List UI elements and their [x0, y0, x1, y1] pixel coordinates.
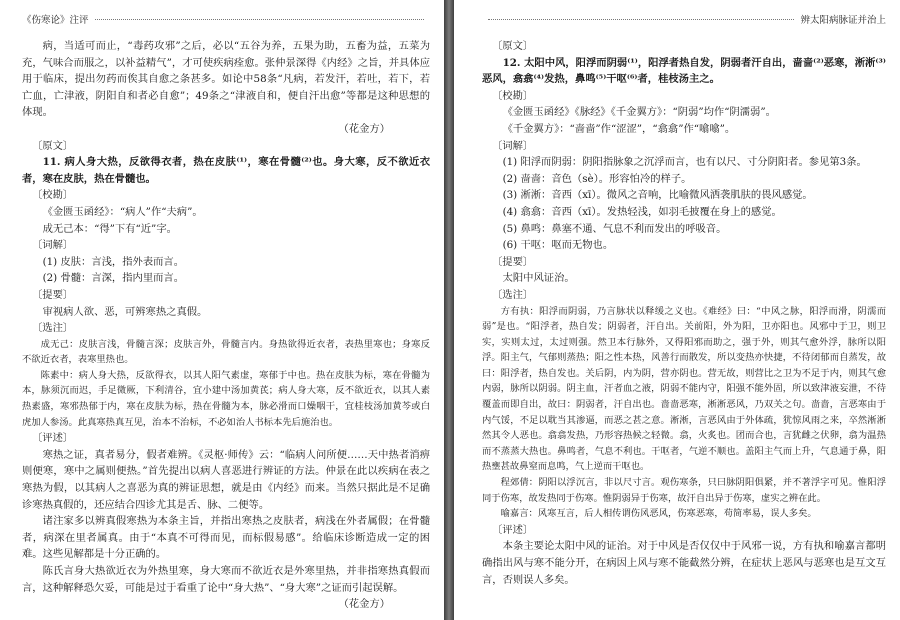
body-paragraph: (5) 鼻鸣：鼻塞不通、气息不利而发出的呼吸音。	[502, 222, 727, 235]
section-heading: 〔词解〕	[492, 139, 534, 152]
author-attribution: （花金方）	[338, 598, 390, 611]
original-text: 12. 太阳中风，阳浮而阴弱⁽¹⁾，阳浮者热自发，阴弱者汗自出，啬啬⁽²⁾恶寒，淅淅⁽³⁾恶风，翕翕⁽⁴⁾发热，鼻鸣⁽⁵⁾干呕⁽⁶⁾者，桂枝汤主之。	[482, 56, 886, 86]
body-paragraph: (3) 淅淅：音西（xī）。微风之音响，比喻微风洒袭肌肤的畏风感觉。	[502, 189, 813, 202]
section-heading: 〔评述〕	[492, 523, 534, 536]
body-paragraph: 病，当适可而止，“毒药攻邪”之后，必以“五谷为养，五果为助，五畜为益，五菜为充，气味合而服之，以补益精气”，才可使疾病痊愈。张仲景深得《内经》之旨，并具体应用于临床，提出勿药而俟其自愈之条甚多。如论中58条“凡病，若发汗，若吐，若下，若亡血，亡津液，阴阳自和者必自愈”；49条之“津液自和，便自汗出愈”等都是这种思想的体现。	[22, 40, 430, 119]
section-heading: 〔校勘〕	[492, 89, 534, 102]
body-paragraph: (1) 皮肤：言浅，指外表而言。	[42, 255, 185, 268]
chapter-title: 辨太阳病脉证并治上	[800, 15, 886, 26]
body-paragraph: (4) 翕翕：音西（xī）。发热轻浅，如羽毛披覆在身上的感觉。	[502, 205, 782, 218]
section-heading: 〔评述〕	[32, 432, 74, 445]
right-page	[454, 0, 900, 620]
header-rule	[488, 19, 794, 20]
body-paragraph: 陈氏言身大热欲近衣为外热里寒，身大寒而不欲近衣是外寒里热，并非指寒热真假而言，这种解释恐欠妥，可能是过于看重了论中“身大热”、“身大寒”之证而引起误解。	[22, 565, 430, 594]
section-heading: 〔词解〕	[32, 239, 74, 252]
section-heading: 〔提要〕	[492, 255, 534, 268]
section-heading: 〔提要〕	[32, 288, 74, 301]
section-heading: 〔原文〕	[32, 139, 74, 152]
body-paragraph: 寒热之证，真者易分，假者难辨。《灵枢·师传》云：“临病人问所便……天中热者消痹则便寒，寒中之属则便热。”首先提出以病人喜恶进行辨证的方法。仲景在此以疾病在表之寒热为假，以其病人之喜恶为真的辨证思想，就是由《内经》而来。当然只据此是不足确诊寒热真假的，还应结合四诊尤其是舌、脉、二便等。	[22, 448, 430, 511]
book-title: 《伤寒论》注评	[22, 15, 89, 26]
body-paragraph: 《千金翼方》：“啬啬”作“涩涩”，“翕翕”作“噏噏”。	[502, 122, 736, 135]
original-text: 11. 病人身大热，反欲得衣者，热在皮肤⁽¹⁾，寒在骨髓⁽²⁾也。身大寒，反不欲近衣者，寒在皮肤，热在骨髓也。	[22, 156, 430, 185]
body-paragraph: (2) 啬啬：音色（sè）。形容怕冷的样子。	[502, 172, 692, 185]
body-paragraph: 太阳中风证治。	[502, 272, 575, 285]
section-heading: 〔原文〕	[492, 40, 534, 52]
body-paragraph: 《金匮玉函经》：“病人”作“夫病”。	[42, 205, 203, 218]
body-paragraph: 本条主要论太阳中风的证治。对于中风是否仅仅中于风邪一说，方有执和喻嘉言都明确指出风与寒不能分开，在病因上风与寒不能截然分辨，在症状上恶风与恶寒也是互文互言，否则误人多矣。	[482, 540, 886, 586]
commentary-paragraph: 陈素中：病人身大热，反欲得衣，以其人阳气素虚，寒郁于中也。热在皮肤为标，寒在骨髓为本，脉须沉而迟，手足微厥，下利清谷，宜小建中汤加黄芪；病人身大寒，反不欲近衣，以其人素热素盛，寒邪热郁于内，寒在皮肤为标，热在骨髓为本，脉必滑而口燥咽干，宜桂枝汤加黄芩或白虎加人参汤。此真寒热真互见，治本不治标，不必如治人书标本先后施治也。	[22, 369, 430, 428]
commentary-paragraph: 成无己：皮肤言浅，骨髓言深；皮肤言外，骨髓言内。身热欲得近衣者，表热里寒也；身寒反不欲近衣者，表寒里热也。	[22, 338, 430, 366]
running-header-left	[22, 10, 430, 28]
left-page	[0, 0, 444, 620]
header-rule	[95, 19, 424, 20]
section-heading: 〔选注〕	[32, 322, 74, 335]
body-paragraph: 成无己本：“得”下有“近”字。	[42, 222, 177, 235]
section-heading: 〔校勘〕	[32, 189, 74, 202]
right-page-body	[482, 38, 886, 588]
left-page-body	[22, 38, 430, 613]
section-heading: 〔选注〕	[492, 288, 534, 301]
body-paragraph: (6) 干呕：呕而无物也。	[502, 239, 614, 252]
book-gutter	[444, 0, 454, 620]
body-paragraph: 诸注家多以辨真假寒热为本条主旨，并指出寒热之皮肤者，病浅在外者属假；在骨髓者，病深在里者属真。由于“本真不可得而见，而标假易感”。给临床诊断造成一定的困难。这些见解都是十分正确的。	[22, 515, 430, 561]
body-paragraph: (1) 阳浮而阴弱：阴阳指脉象之沉浮而言，也有以尺、寸分阴阳者。参见第3条。	[502, 156, 867, 169]
commentary-paragraph: 程郊倩：阴阳以浮沉言，非以尺寸言。观伤寒条，只曰脉阴阳俱紧，并不著浮字可见。惟阳浮同于伤寒，故发热同于伤寒。惟阴弱异于伤寒，故汗自出异于伤寒，虚实之辨在此。	[482, 477, 886, 504]
body-paragraph: (2) 骨髓：言深，指内里而言。	[42, 272, 185, 285]
commentary-paragraph: 喻嘉言：风寒互言，后人相传谓伤风恶风，伤寒恶寒，苟简率易，误人多矣。	[500, 508, 817, 520]
body-paragraph: 《金匮玉函经》《脉经》《千金翼方》：“阴弱”均作“阴濡弱”。	[502, 106, 776, 119]
commentary-paragraph: 方有执：阳浮而阴弱，乃言脉状以释缓之义也。《难经》曰：“中风之脉，阳浮而滑，阴濡而弱”是也。“阳浮者，热自发；阴弱者，汗自出。关前阳，外为阳，卫亦阳也。风邪中于卫，则卫实，实则太过，太过则强。然卫本行脉外，又得阳邪而助之，强于外，则其气愈外浮，脉所以阳浮。阳主气，气郁则蒸热；阳之性本热，风善行而散发，所以变热亦快捷，不待闭郁而自蒸发，故曰：阳浮者，热自发也。关后阴，内为阴，营亦阴也。营无故，则营比之卫为不足于内，则其气愈内弱，脉所以阴弱。阴主血，汗者血之液，阴弱不能内守，阳强不能外固，所以致津液妄泄，不待覆盖而即自出，故曰：阴弱者，汗自出也。啬啬恶寒，淅淅恶风，乃双关之句。啬啬，言恶寒由于内气馁，不足以耽当其渗逼，而恶之甚之意。淅淅，言恶风由于外体疏，犹惊风雨之来，卒然淅淅然其令人恶也。翕翕发热，乃形容热候之轻微。翕，火炙也。团而合也，言犹雌之伏卵，翕为温热而不蒸蒸大热也。鼻鸣者，气息不利也。干呕者，气逆不顺也。盖阳主气而上升，气息通于鼻，阳热壅甚故鼻窒而息鸣，气上逆而干呕也。	[482, 305, 886, 473]
running-header-right	[482, 10, 886, 28]
body-paragraph: 审视病人欲、恶，可辨寒热之真假。	[42, 305, 208, 318]
author-attribution: （花金方）	[338, 122, 390, 135]
